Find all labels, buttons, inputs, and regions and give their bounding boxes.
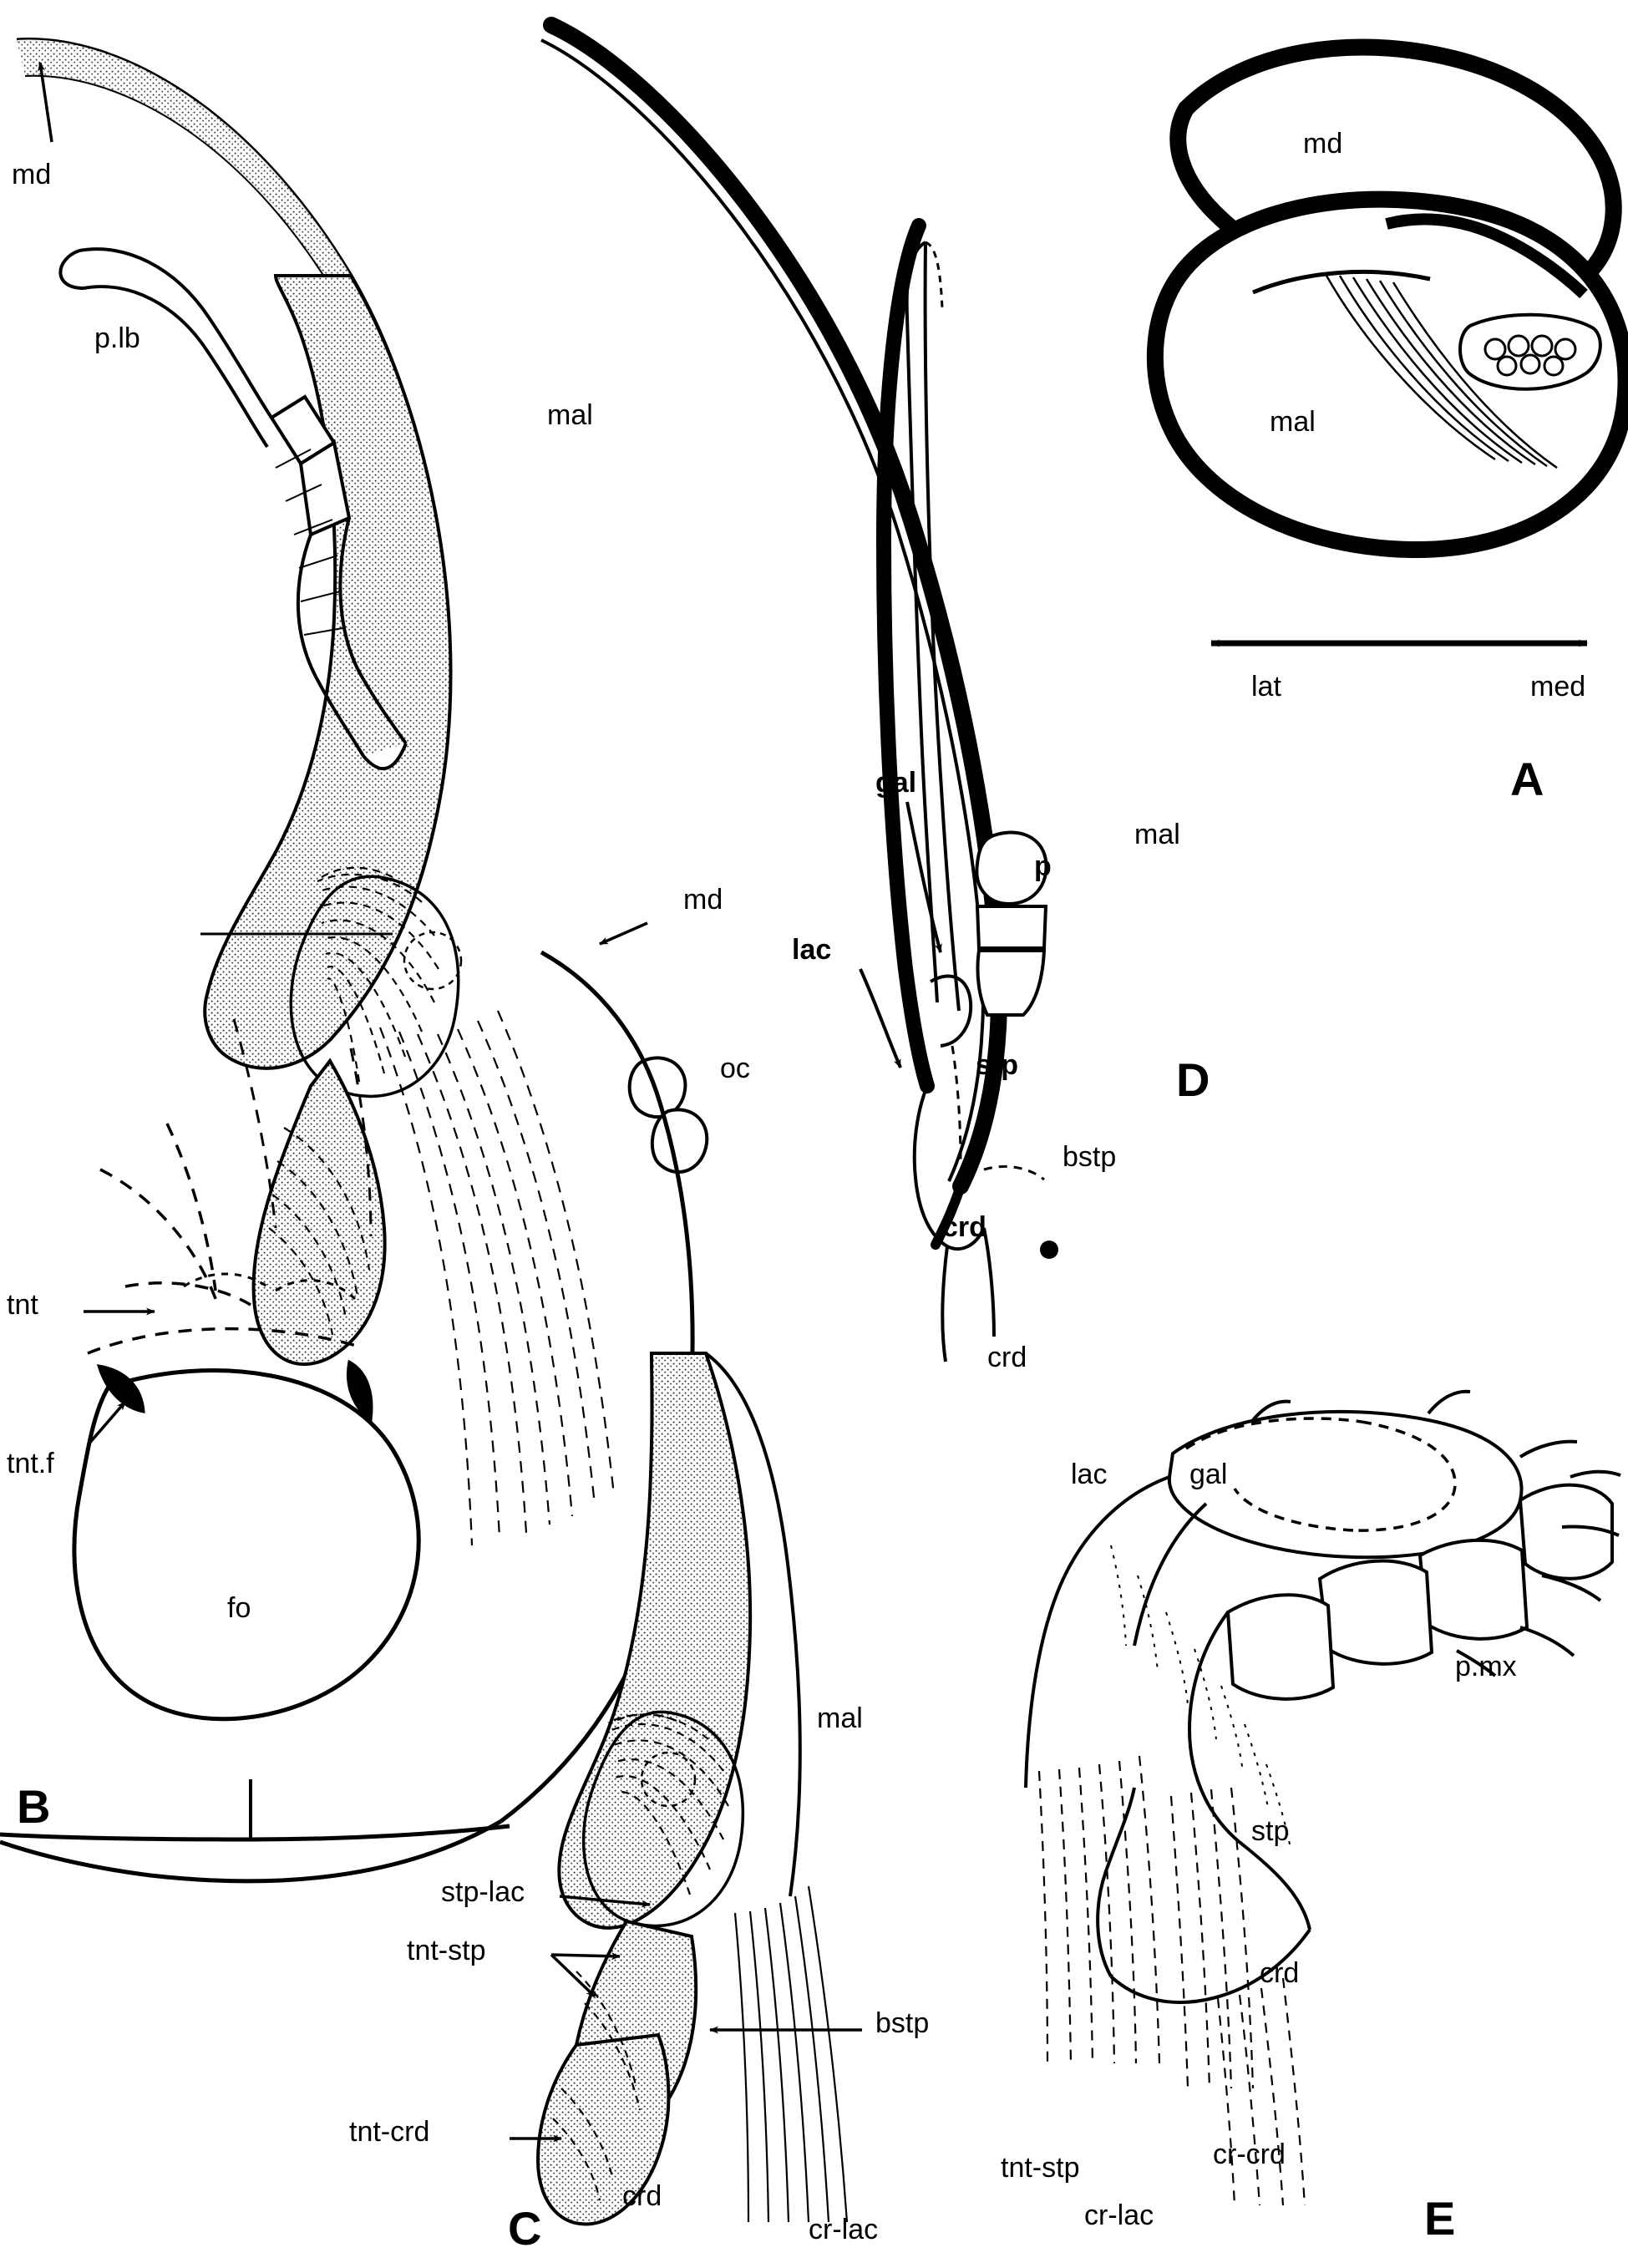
label-c-mal: mal xyxy=(817,1702,863,1734)
panel-letter-e: E xyxy=(1424,2192,1456,2245)
label-d-crd: crd xyxy=(987,1342,1027,1373)
label-a-med: med xyxy=(1530,671,1586,703)
label-b-tnt-f: tnt.f xyxy=(7,1448,54,1479)
label-c-tnt-crd: tnt-crd xyxy=(349,2116,430,2148)
label-e-tnt-stp: tnt-stp xyxy=(1001,2152,1080,2184)
label-e-cr-lac: cr-lac xyxy=(1084,2200,1154,2231)
label-c-crd: crd xyxy=(622,2180,662,2212)
label-e-p-mx: p.mx xyxy=(1455,1651,1517,1682)
panel-letter-d: D xyxy=(1176,1053,1210,1106)
label-b-oc: oc xyxy=(720,1053,750,1084)
label-b-p-lb: p.lb xyxy=(94,322,140,354)
label-b-mal: mal xyxy=(547,399,593,431)
label-b-tnt: tnt xyxy=(7,1289,38,1321)
label-e-cr-crd: cr-crd xyxy=(1213,2139,1286,2170)
label-b-md-top: md xyxy=(12,159,52,190)
panel-letter-a: A xyxy=(1510,753,1544,805)
label-c-stp-lac: stp-lac xyxy=(441,1876,525,1908)
label-d-p: p xyxy=(1034,850,1052,882)
panel-e-drawing xyxy=(1026,1392,1620,2205)
label-d-lac: lac xyxy=(792,934,832,966)
label-d-crd-bold: crd xyxy=(942,1211,986,1243)
label-e-crd: crd xyxy=(1260,1957,1300,1989)
label-d-stp: stp xyxy=(976,1049,1018,1081)
panel-d-drawing xyxy=(541,25,1058,1362)
panel-a-drawing xyxy=(1155,48,1626,644)
panel-c-drawing xyxy=(538,1353,847,2225)
label-e-gal: gal xyxy=(1189,1459,1228,1490)
label-c-tnt-stp: tnt-stp xyxy=(407,1935,486,1966)
label-b-md-right: md xyxy=(683,884,723,916)
label-e-stp: stp xyxy=(1251,1815,1290,1847)
panel-b-drawing xyxy=(0,40,707,1881)
label-c-bstp: bstp xyxy=(875,2007,930,2039)
label-d-bstp: bstp xyxy=(1063,1141,1117,1173)
label-a-md: md xyxy=(1303,128,1343,160)
label-d-gal: gal xyxy=(875,767,917,799)
label-a-lat: lat xyxy=(1251,671,1281,703)
panel-letter-b: B xyxy=(17,1780,51,1833)
label-a-mal: mal xyxy=(1270,406,1316,438)
label-b-fo: fo xyxy=(227,1592,251,1624)
label-d-mal: mal xyxy=(1134,819,1180,850)
panel-letter-c: C xyxy=(508,2202,542,2255)
label-c-cr-lac: cr-lac xyxy=(809,2214,879,2245)
label-e-lac: lac xyxy=(1071,1459,1108,1490)
